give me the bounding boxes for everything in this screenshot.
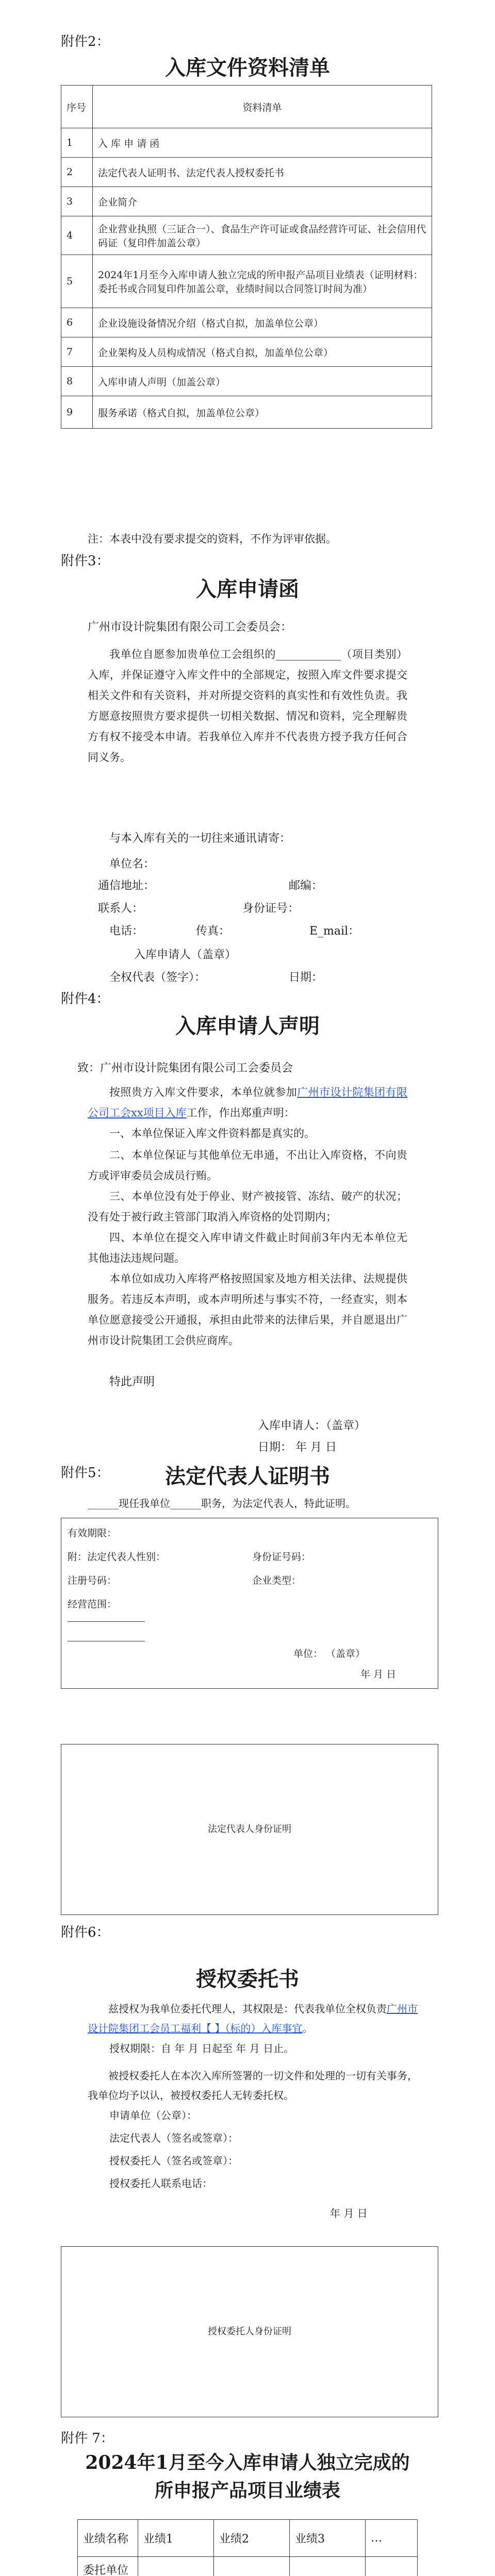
type-field: 企业类型： — [252, 1575, 302, 1586]
att5-label: 附件5： — [61, 1465, 110, 1481]
field-line: 法定代表人（签名或签章）： — [109, 2132, 238, 2144]
table-header-row — [61, 86, 432, 128]
row-label: 委托单位 — [78, 2557, 138, 2576]
header-name: 资料清单 — [93, 86, 432, 128]
signer: 入库申请人：（盖章） — [258, 1419, 366, 1432]
att2-note: 注：本表中没有要求提交的资料，不作为评审依据。 — [88, 533, 337, 545]
project-name: 广州市设计院集团工会员工福利【 】（标的）入库事宜 — [88, 2003, 418, 2035]
header-no: 序号 — [61, 86, 93, 128]
att2-title: 入库文件资料清单 — [165, 56, 330, 80]
att4-to: 致：广州市设计院集团有限公司工会委员会 — [77, 1062, 293, 1075]
seal-line: 单位： （盖章） — [293, 1648, 366, 1659]
table-row — [61, 158, 432, 187]
scope-field: 经营范围： — [68, 1599, 117, 1610]
email-field: E_mail： — [309, 925, 360, 938]
date-field: 日期： — [289, 971, 323, 984]
unit-field: 单位名： — [109, 858, 155, 871]
rep-sign: 全权代表（签字）： — [109, 971, 206, 984]
att6-title: 授权委托书 — [196, 1967, 299, 1991]
fax-field: 传真： — [196, 925, 230, 938]
gender-field: 附：法定代表人性别： — [68, 1551, 166, 1563]
closing: 特此声明 — [109, 1376, 155, 1388]
table-row — [61, 187, 432, 216]
validity-field: 有效期限： — [68, 1528, 117, 1539]
att3-title: 入库申请函 — [196, 577, 299, 601]
reg-no-field: 注册号码： — [68, 1575, 117, 1586]
row-no: 5 — [61, 255, 93, 308]
table-row — [61, 367, 432, 396]
att5-intro: ______现任我单位______职务，为法定代表人，特此证明。 — [88, 1497, 356, 1510]
row-text: 企业简介 — [93, 187, 432, 216]
date: 日期： 年 月 日 — [258, 1441, 337, 1454]
header-cell: … — [366, 2520, 418, 2557]
row-no: 9 — [61, 396, 93, 429]
row-no: 1 — [61, 128, 93, 158]
id-photo-box — [61, 1744, 438, 1915]
att7-label: 附件 7： — [61, 2431, 114, 2446]
table-row — [61, 128, 432, 158]
photo-caption: 法定代表人身份证明 — [208, 1824, 291, 1835]
table-row — [61, 337, 432, 367]
row-text: 入库申请人声明（加盖公章） — [93, 367, 432, 396]
att7-title-line1: 2024年1月至今入库申请人独立完成的 — [85, 2452, 410, 2473]
att3-p1: 我单位自愿参加贵单位工会组织的____________（项目类别）入库，并保证遵守入库文件中的全部规定，按照入库文件要求提交相关文件和有关资料，并对所提交资料的真实性和有效性负责。我方愿意按照贵方要求提供一切相关数据、情况和资料，完全理解贵方有权不接受本申请。若我单位入库并不代表贵方授予我方任何合同义务。 — [88, 648, 407, 764]
declaration-item: 三、本单位没有处于停业、财产被接管、冻结、破产的状况；没有处于被行政主管部门取消入库资格的处罚期内； — [88, 1190, 407, 1223]
declaration-item: 本单位如成功入库将严格按照国家及地方相关法律、法规提供服务。若违反本声明，或本声明所述与事实不符，一经查实，则本单位愿意接受公开通报，承担由此带来的法律后果，并自愿退出广州市设计院集团工会供应商库。 — [88, 1273, 407, 1347]
intro-text: 按照贵方入库文件要求，本单位就参加 — [109, 1086, 298, 1098]
att6-label: 附件6： — [61, 1925, 110, 1940]
header-cell: 业绩1 — [138, 2520, 214, 2557]
p1-text: 兹授权为我单位委托代理人，其权限是：代表我单位全权负责 — [108, 2003, 387, 2015]
table-row — [61, 255, 432, 308]
row-no: 3 — [61, 187, 93, 216]
att6-p2: 授权期限：自 年 月 日起至 年 月 日止。 — [109, 2042, 294, 2055]
idno-field: 身份证号： — [242, 902, 300, 915]
zip-field: 邮编： — [289, 879, 323, 892]
att2-label: 附件2： — [61, 34, 110, 49]
row-text: 入 库 申 请 函 — [93, 128, 432, 158]
field-line: 授权委托人（签名或签章）： — [109, 2155, 238, 2167]
att4-label: 附件4： — [61, 991, 110, 1007]
address-field: 通信地址： — [98, 879, 155, 892]
header-cell: 业绩名称 — [78, 2520, 138, 2557]
header-cell: 业绩2 — [214, 2520, 290, 2557]
row-text: 企业架构及人员构成情况（格式自拟，加盖单位公章） — [93, 337, 432, 367]
declaration-item: 一、本单位保证入库文件资料都是真实的。 — [109, 1127, 315, 1140]
blank-line — [68, 1621, 145, 1622]
doc-list-table — [61, 85, 432, 429]
intro-text-end: 工作，作出郑重声明： — [186, 1107, 295, 1119]
row-text: 服务承诺（格式自拟，加盖单位公章） — [93, 396, 432, 429]
att4-title: 入库申请人声明 — [175, 1014, 320, 1038]
table-row — [78, 2557, 418, 2576]
att6-p3: 被授权委托人在本次入库所签署的一切文件和处理的一切有关事务，我单位均予以认，被授权委托人无转委托权。 — [88, 2070, 418, 2102]
applicant-seal: 入库申请人（盖章） — [134, 948, 237, 961]
att6-p1 — [88, 1999, 418, 2038]
performance-table — [77, 2519, 418, 2576]
declaration-item: 四、本单位在提交入库申请文件截止时间前3年内无本单位无其他违法违规问题。 — [88, 1231, 407, 1264]
table-header-row — [78, 2520, 418, 2557]
att3-label: 附件3： — [61, 553, 110, 569]
header-cell: 业绩3 — [290, 2520, 366, 2557]
row-no: 2 — [61, 158, 93, 187]
contact-field: 联系人： — [98, 902, 144, 915]
project-name: 广州市设计院集团有限公司工会xx项目入库 — [88, 1086, 408, 1119]
att7-title-line2: 所申报产品项目业绩表 — [154, 2480, 340, 2501]
row-text: 法定代表人证明书、法定代表人授权委托书 — [93, 158, 432, 187]
att4-intro — [88, 1082, 407, 1123]
date-line: 年 月 日 — [360, 1669, 397, 1680]
rep-info-box — [61, 1518, 438, 1689]
row-no: 4 — [61, 216, 93, 255]
field-line: 申请单位（公章）： — [109, 2109, 197, 2122]
row-no: 7 — [61, 337, 93, 367]
row-text: 企业营业执照（三证合一）、食品生产许可证或食品经营许可证、社会信用代码证（复印件加盖公章） — [93, 216, 432, 255]
row-no: 6 — [61, 308, 93, 337]
idno-field: 身份证号码： — [252, 1551, 311, 1563]
att3-p2: 与本入库有关的一切往来通讯请寄： — [109, 832, 291, 845]
photo-caption: 授权委托人身份证明 — [208, 2326, 291, 2337]
att3-to: 广州市设计院集团有限公司工会委员会： — [88, 621, 292, 634]
date-line: 年 月 日 — [330, 2207, 368, 2219]
table-row — [61, 396, 432, 429]
row-no: 8 — [61, 367, 93, 396]
declaration-item: 二、本单位保证与其他单位无串通，不出让入库资格，不向贵方或评审委员会成员行贿。 — [88, 1149, 407, 1182]
field-line: 授权委托人联系电话： — [109, 2177, 212, 2190]
row-text: 2024年1月至今入库申请人独立完成的所申报产品项目业绩表（证明材料：委托书或合同复印件加盖公章，业绩时间以合同签订时间为准） — [93, 255, 432, 308]
table-row — [61, 308, 432, 337]
table-row — [61, 216, 432, 255]
row-text: 企业设施设备情况介绍（格式自拟，加盖单位公章） — [93, 308, 432, 337]
phone-field: 电话： — [109, 925, 144, 938]
p1-end: 。 — [302, 2022, 313, 2035]
id-photo-box — [61, 2246, 438, 2417]
att5-title: 法定代表人证明书 — [165, 1464, 330, 1488]
